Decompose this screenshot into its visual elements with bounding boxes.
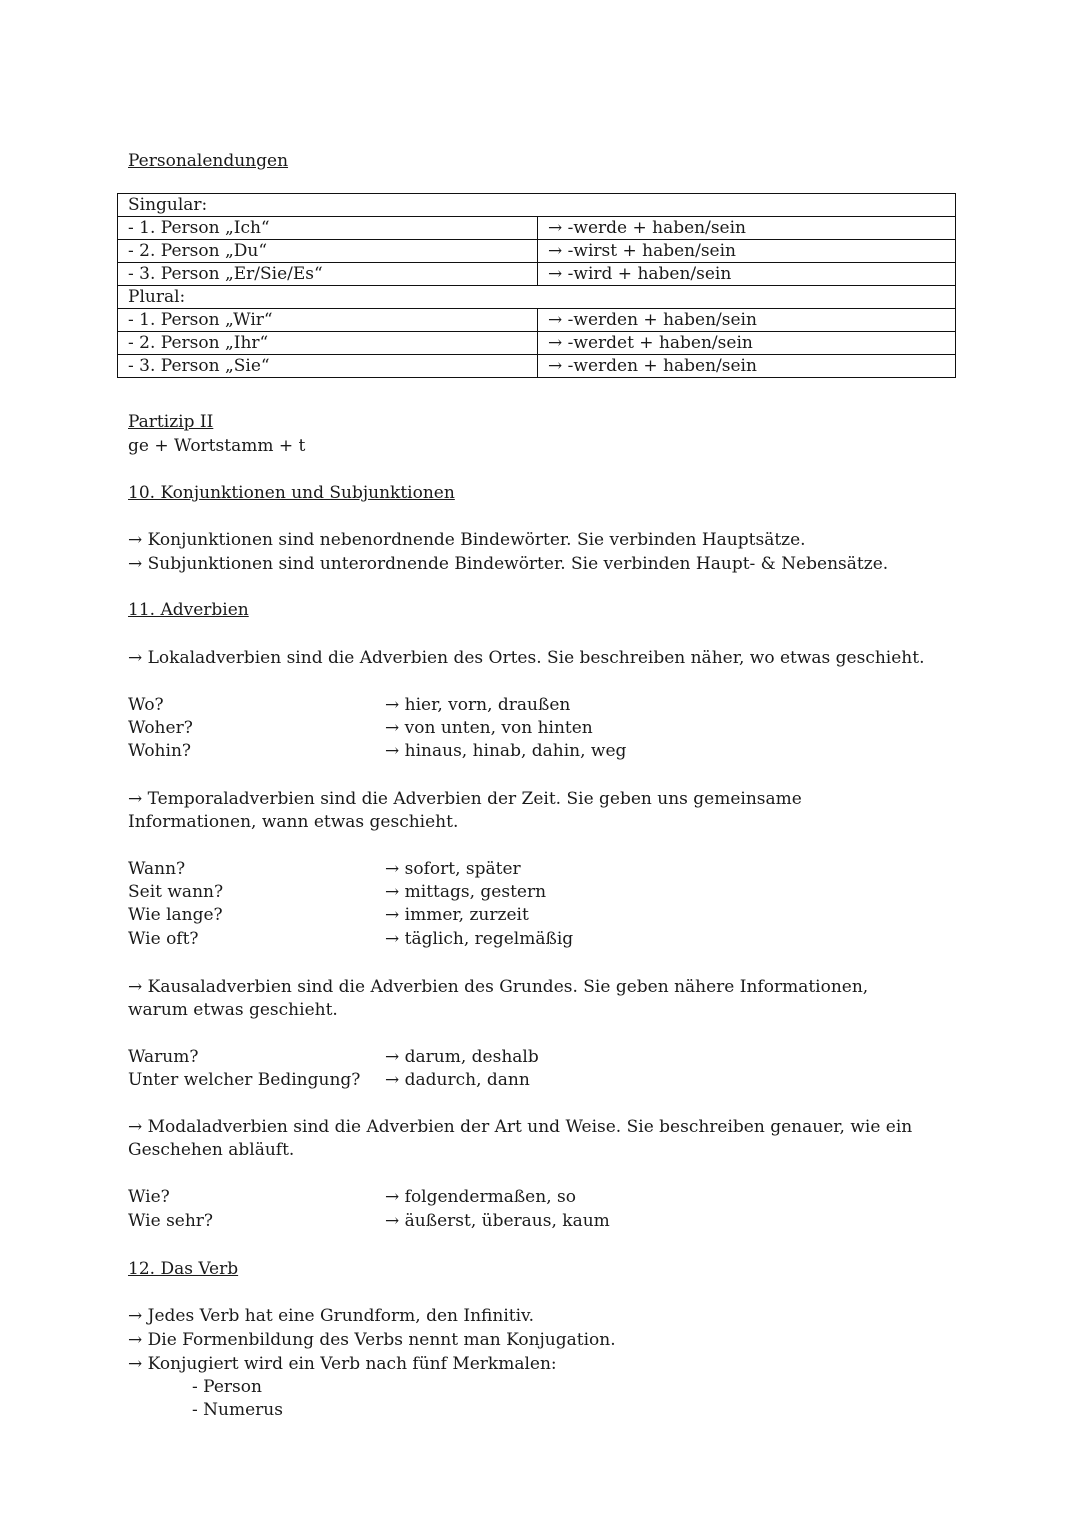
list-item xyxy=(128,694,948,717)
list-item xyxy=(128,1210,948,1233)
ending-cell: → -werde + haben/sein xyxy=(538,217,956,240)
konjunktionen-line: → Konjunktionen sind nebenordnende Bindewörter. Sie verbinden Hauptsätze. xyxy=(128,530,806,550)
person-cell: - 1. Person „Ich“ xyxy=(118,217,538,240)
question-label: Wie? xyxy=(128,1187,170,1207)
table-row xyxy=(118,194,956,217)
question-label: Wie sehr? xyxy=(128,1211,214,1231)
verb-feature: - Person xyxy=(192,1377,262,1397)
verb-line: → Konjugiert wird ein Verb nach fünf Merkmalen: xyxy=(128,1354,557,1374)
table-row xyxy=(118,240,956,263)
answer-text: → folgendermaßen, so xyxy=(385,1187,576,1207)
list-item xyxy=(128,1069,948,1092)
personalendungen-heading: Personalendungen xyxy=(128,151,289,171)
temporal-intro-cont: Informationen, wann etwas geschieht. xyxy=(128,812,459,832)
question-label: Wie oft? xyxy=(128,929,199,949)
answer-text: → täglich, regelmäßig xyxy=(385,929,574,949)
ending-cell: → -wird + haben/sein xyxy=(538,263,956,286)
question-label: Wohin? xyxy=(128,741,192,761)
ending-cell: → -werden + haben/sein xyxy=(538,355,956,378)
modal-intro-cont: Geschehen abläuft. xyxy=(128,1140,295,1160)
partizip-formula: ge + Wortstamm + t xyxy=(128,436,306,456)
person-cell: - 2. Person „Du“ xyxy=(118,240,538,263)
table-row xyxy=(118,332,956,355)
personal-endings-table xyxy=(117,193,956,378)
person-cell: - 3. Person „Er/Sie/Es“ xyxy=(118,263,538,286)
ending-cell: → -werden + haben/sein xyxy=(538,309,956,332)
verb-heading: 12. Das Verb xyxy=(128,1259,239,1279)
ending-cell: → -wirst + haben/sein xyxy=(538,240,956,263)
kausal-intro: → Kausaladverbien sind die Adverbien des Grundes. Sie geben nähere Informationen, xyxy=(128,977,869,997)
lokal-intro: → Lokaladverbien sind die Adverbien des Ortes. Sie beschreiben näher, wo etwas geschieht. xyxy=(128,648,925,668)
answer-text: → hier, vorn, draußen xyxy=(385,695,571,715)
answer-text: → hinaus, hinab, dahin, weg xyxy=(385,741,627,761)
verb-feature: - Numerus xyxy=(192,1400,283,1420)
kausal-intro-cont: warum etwas geschieht. xyxy=(128,1000,338,1020)
question-label: Seit wann? xyxy=(128,882,224,902)
list-item xyxy=(128,740,948,763)
person-cell: - 2. Person „Ihr“ xyxy=(118,332,538,355)
list-item xyxy=(128,904,948,927)
list-item xyxy=(128,717,948,740)
table-row xyxy=(118,286,956,309)
subjunktionen-line: → Subjunktionen sind unterordnende Bindewörter. Sie verbinden Haupt- & Nebensätze. xyxy=(128,554,889,574)
modal-intro: → Modaladverbien sind die Adverbien der Art und Weise. Sie beschreiben genauer, wie ein xyxy=(128,1117,913,1137)
ending-cell: → -werdet + haben/sein xyxy=(538,332,956,355)
answer-text: → von unten, von hinten xyxy=(385,718,593,738)
verb-line: → Jedes Verb hat eine Grundform, den Infinitiv. xyxy=(128,1306,535,1326)
list-item xyxy=(128,928,948,951)
answer-text: → mittags, gestern xyxy=(385,882,547,902)
question-label: Wie lange? xyxy=(128,905,223,925)
answer-text: → darum, deshalb xyxy=(385,1047,539,1067)
list-item xyxy=(128,1046,948,1069)
plural-label: Plural: xyxy=(118,286,956,309)
table-row xyxy=(118,263,956,286)
konjunktionen-heading: 10. Konjunktionen und Subjunktionen xyxy=(128,483,455,503)
verb-line: → Die Formenbildung des Verbs nennt man Konjugation. xyxy=(128,1330,616,1350)
question-label: Wann? xyxy=(128,859,186,879)
partizip-heading: Partizip II xyxy=(128,412,214,432)
list-item xyxy=(128,881,948,904)
singular-label: Singular: xyxy=(118,194,956,217)
answer-text: → äußerst, überaus, kaum xyxy=(385,1211,610,1231)
person-cell: - 1. Person „Wir“ xyxy=(118,309,538,332)
adverbien-heading: 11. Adverbien xyxy=(128,600,249,620)
table-row xyxy=(118,355,956,378)
question-label: Wo? xyxy=(128,695,164,715)
temporal-intro: → Temporaladverbien sind die Adverbien der Zeit. Sie geben uns gemeinsame xyxy=(128,789,802,809)
answer-text: → dadurch, dann xyxy=(385,1070,530,1090)
question-label: Woher? xyxy=(128,718,193,738)
person-cell: - 3. Person „Sie“ xyxy=(118,355,538,378)
question-label: Unter welcher Bedingung? xyxy=(128,1070,361,1090)
answer-text: → immer, zurzeit xyxy=(385,905,529,925)
table-row xyxy=(118,309,956,332)
list-item xyxy=(128,1186,948,1209)
list-item xyxy=(128,858,948,881)
table-row xyxy=(118,217,956,240)
question-label: Warum? xyxy=(128,1047,199,1067)
answer-text: → sofort, später xyxy=(385,859,521,879)
